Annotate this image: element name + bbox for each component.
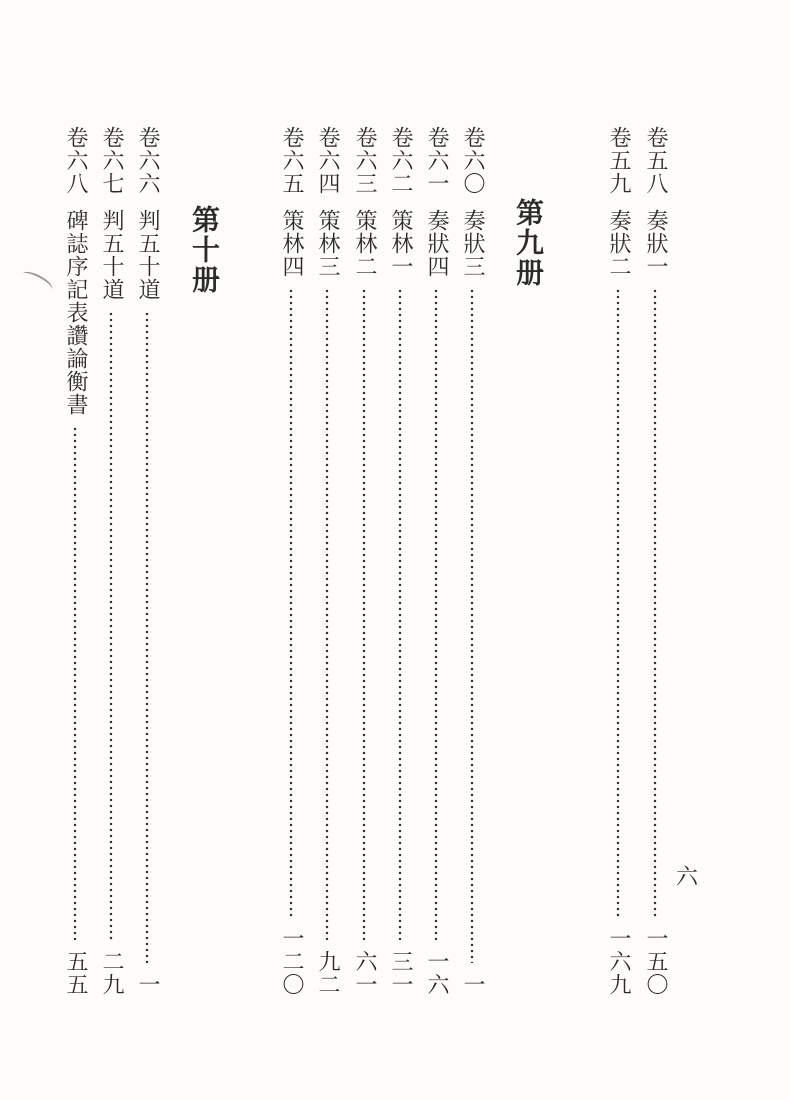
juan-number: 卷六一 xyxy=(424,126,449,195)
leader-dots xyxy=(325,288,329,940)
page-number: 五五 xyxy=(63,950,88,996)
entry-title: 奏狀二 xyxy=(606,209,631,278)
toc-entry xyxy=(347,126,381,996)
juan-number: 卷六六 xyxy=(135,126,160,195)
leader-dots xyxy=(289,288,293,917)
leader-dots xyxy=(616,288,620,917)
page-number: 一六九 xyxy=(606,927,631,996)
page-number: 一六 xyxy=(424,950,449,996)
entry-title: 策林二 xyxy=(352,209,377,278)
juan-number: 卷五九 xyxy=(606,126,631,195)
entry-title: 策林一 xyxy=(388,209,413,278)
page-number: 九二 xyxy=(315,950,340,996)
page-number: 一 xyxy=(135,973,160,996)
toc-entry xyxy=(638,126,672,996)
leader-dots xyxy=(145,311,149,963)
entry-title: 奏狀一 xyxy=(643,209,668,278)
toc-entry xyxy=(383,126,417,996)
juan-number: 卷六三 xyxy=(352,126,377,195)
entry-title: 策林三 xyxy=(315,209,340,278)
toc-entry xyxy=(58,126,92,996)
paper-mark xyxy=(19,268,56,296)
toc-entry xyxy=(274,126,308,996)
leader-dots xyxy=(73,426,77,940)
toc-entry xyxy=(94,126,128,996)
leader-dots xyxy=(434,288,438,940)
folio-number: 六 xyxy=(676,865,699,890)
volume-heading: 第十册 xyxy=(188,205,221,295)
toc-entry xyxy=(310,126,344,996)
juan-number: 卷六二 xyxy=(388,126,413,195)
juan-number: 卷六五 xyxy=(279,126,304,195)
volume-heading: 第九册 xyxy=(512,198,545,288)
entry-title: 判五十道 xyxy=(135,209,160,301)
leader-dots xyxy=(109,311,113,940)
page-number: 二九 xyxy=(99,950,124,996)
toc-entry xyxy=(455,126,489,996)
leader-dots xyxy=(470,288,474,963)
juan-number: 卷五八 xyxy=(643,126,668,195)
toc-entry xyxy=(419,126,453,996)
juan-number: 卷六〇 xyxy=(460,126,485,195)
page-number: 一 xyxy=(460,973,485,996)
toc-entry xyxy=(601,126,635,996)
entry-title: 奏狀三 xyxy=(460,209,485,278)
entry-title: 碑誌序記表讚論衡書 xyxy=(63,209,88,416)
juan-number: 卷六七 xyxy=(99,126,124,195)
juan-number: 卷六四 xyxy=(315,126,340,195)
page-number: 一二〇 xyxy=(279,927,304,996)
leader-dots xyxy=(398,288,402,940)
leader-dots xyxy=(362,288,366,940)
juan-number: 卷六八 xyxy=(63,126,88,195)
leader-dots xyxy=(653,288,657,917)
page-number: 三一 xyxy=(388,950,413,996)
toc-entry xyxy=(130,126,164,996)
page-number: 六一 xyxy=(352,950,377,996)
page-number: 一五〇 xyxy=(643,927,668,996)
entry-title: 奏狀四 xyxy=(424,209,449,278)
entry-title: 判五十道 xyxy=(99,209,124,301)
entry-title: 策林四 xyxy=(279,209,304,278)
